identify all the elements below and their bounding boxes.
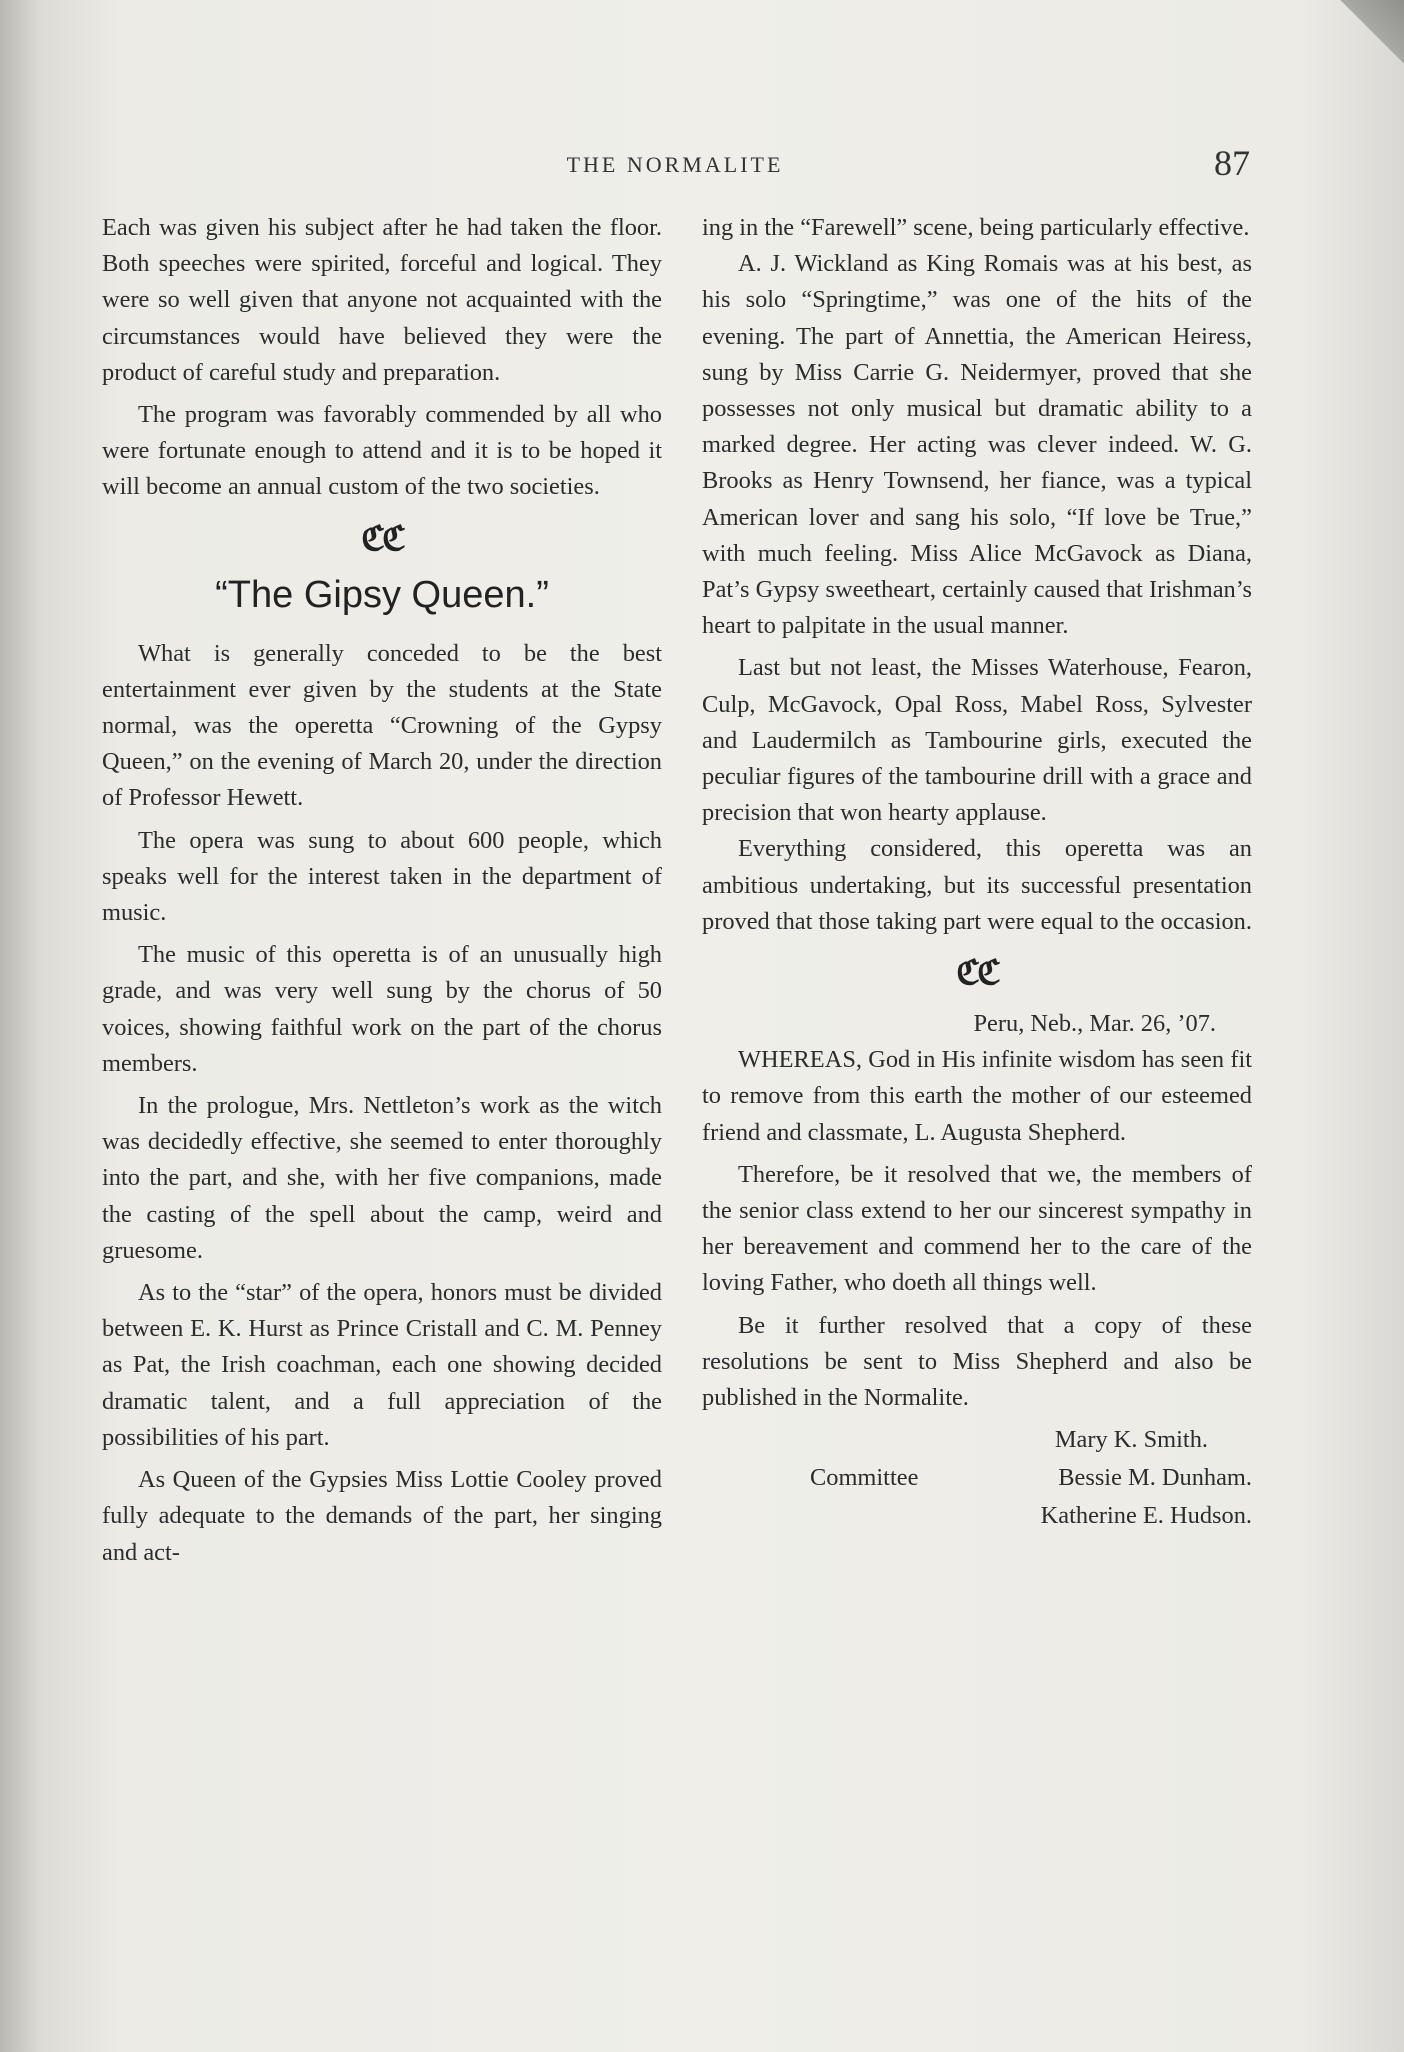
paragraph: WHEREAS, God in His infinite wisdom has seen fit to remove from this earth the mother of our esteemed friend and classmate, L. Augusta Shepherd. [702, 1046, 1252, 1146]
signature-block [702, 1422, 1252, 1542]
paragraph: ing in the “Farewell” scene, being particularly effective. [702, 214, 1250, 241]
paragraph: As Queen of the Gypsies Miss Lottie Cooley proved fully adequate to the demands of the part, her singing and act- [102, 1466, 662, 1566]
running-title: THE NORMALITE [566, 152, 784, 177]
paragraph: As to the “star” of the opera, honors must be divided between E. K. Hurst as Prince Cristall and C. M. Penney as Pat, the Irish coachman, each one showing decided dramatic talent, and a full appreciation of the possibilities of his part. [102, 1279, 662, 1451]
left-column [102, 210, 662, 1571]
paragraph: Be it further resolved that a copy of these resolutions be sent to Miss Shepherd and also be published in the Normalite. [702, 1311, 1252, 1412]
paragraph: Last but not least, the Misses Waterhouse, Fearon, Culp, McGavock, Opal Ross, Mabel Ross, Sylvester and Laudermilch as Tambourine girls, executed the peculiar figures of the tambourine drill with a grace and precision that won hearty applause. [702, 654, 1252, 827]
committee-label: Committee [810, 1464, 919, 1492]
paragraph: The opera was sung to about 600 people, which speaks well for the interest taken in the department of music. [102, 826, 662, 927]
paragraph: What is generally conceded to be the best entertainment ever given by the students at the State normal, was the operetta “Crowning of the Gypsy Queen,” on the evening of March 20, under the direction of Professor Hewett. [102, 639, 662, 812]
paragraph: Therefore, be it resolved that we, the members of the senior class extend to her our sincerest sympathy in her bereavement and commend her to the care of the loving Father, who doeth all things well. [702, 1160, 1252, 1297]
article-title: “The Gipsy Queen.” [215, 573, 549, 616]
right-column [702, 210, 1252, 1542]
folded-corner [1334, 0, 1404, 70]
paragraph: A. J. Wickland as King Romais was at his best, as his solo “Springtime,” was one of the hits of the evening. The part of Annettia, the American Heiress, sung by Miss Carrie G. Neidermyer, proved that she possesses not only musical but dramatic ability to a marked degree. Her acting was clever indeed. W. G. Brooks as Henry Townsend, her fiance, was a typical American lover and sang his solo, “If love be True,” with much feeling. Miss Alice McGavock as Diana, Pat’s Gypsy sweetheart, certainly caused that Irishman’s heart to palpitate in the usual manner. [702, 250, 1252, 640]
page-number: 87 [1214, 143, 1250, 183]
signature-name: Mary K. Smith. [1054, 1426, 1208, 1454]
paragraph: Everything considered, this operetta was an ambitious undertaking, but its successful presentation proved that those taking part were equal to the occasion. [702, 835, 1252, 935]
section-ornament: ℭℭ [956, 955, 998, 993]
paragraph: The music of this operetta is of an unusually high grade, and was very well sung by the chorus of 50 voices, showing faithful work on the part of the chorus members. [102, 941, 662, 1077]
signature-name: Bessie M. Dunham. [1058, 1464, 1252, 1492]
section-ornament: ℭℭ [361, 520, 403, 558]
dateline: Peru, Neb., Mar. 26, ’07. [973, 1010, 1216, 1038]
paragraph: The program was favorably commended by all who were fortunate enough to attend and it is to be hoped it will become an annual custom of the two societies. [102, 401, 662, 501]
paragraph: In the prologue, Mrs. Nettleton’s work as the witch was decidedly effective, she seemed to enter thoroughly into the part, and she, with her five companions, made the casting of the spell about the camp, weird and gruesome. [102, 1092, 662, 1264]
page-header [100, 143, 1250, 188]
signature-name: Katherine E. Hudson. [1040, 1502, 1252, 1530]
paragraph: Each was given his subject after he had taken the floor. Both speeches were spirited, forceful and logical. They were so well given that anyone not acquainted with the circumstances would have believed they were the product of careful study and preparation. [102, 214, 662, 386]
